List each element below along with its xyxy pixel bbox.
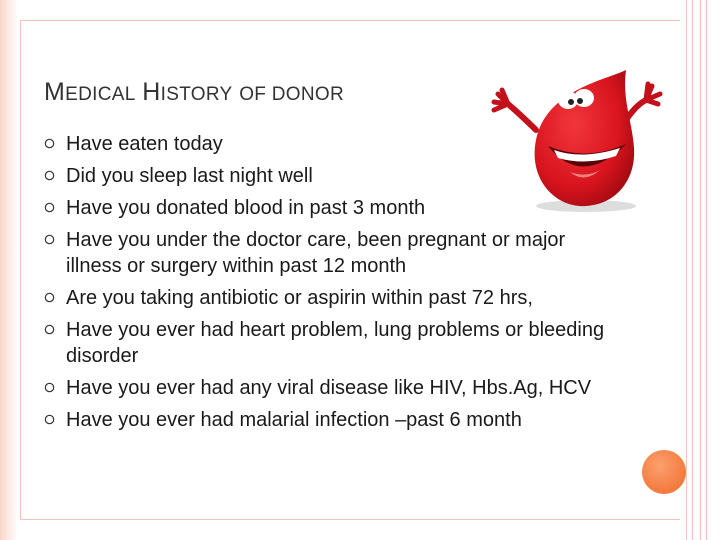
list-item-text: Have you donated blood in past 3 month — [66, 197, 426, 219]
list-item-text: Did you sleep last night well — [66, 165, 313, 187]
list-item — [44, 227, 624, 279]
ring-bullet-icon — [44, 382, 55, 393]
list-item — [44, 195, 624, 221]
list-item-text: Have you ever had heart problem, lung problems or bleeding disorder — [66, 319, 605, 367]
title-word: OF DONOR — [239, 84, 344, 105]
ring-bullet-icon — [44, 138, 55, 149]
list-item — [44, 285, 624, 311]
ring-bullet-icon — [44, 292, 55, 303]
list-item — [44, 317, 624, 369]
band-line — [700, 0, 701, 540]
list-item-text: Have eaten today — [66, 133, 223, 155]
list-item-text: Have you ever had malarial infection –past 6 month — [66, 409, 522, 431]
title-word: ISTORY — [160, 84, 233, 105]
ring-bullet-icon — [44, 324, 55, 335]
title-word: EDICAL — [65, 84, 136, 105]
list-item-text: Are you taking antibiotic or aspirin within past 72 hrs, — [66, 287, 533, 309]
band-line — [692, 0, 693, 540]
list-item — [44, 375, 624, 401]
list-item-text: Have you ever had any viral disease like HIV, Hbs.Ag, HCV — [66, 377, 592, 399]
title-letter: M — [44, 78, 66, 106]
list-item — [44, 163, 624, 189]
slide-title — [44, 78, 344, 107]
list-item — [44, 131, 624, 157]
right-band — [680, 0, 720, 540]
title-letter: H — [142, 78, 161, 106]
band-line — [686, 0, 687, 540]
list-item — [44, 407, 624, 433]
band-line — [706, 0, 707, 540]
ring-bullet-icon — [44, 414, 55, 425]
ring-bullet-icon — [44, 234, 55, 245]
ring-bullet-icon — [44, 202, 55, 213]
list-item-text: Have you under the doctor care, been pregnant or major illness or surgery within past 12 month — [66, 229, 566, 277]
left-border — [0, 0, 18, 540]
ring-bullet-icon — [44, 170, 55, 181]
orange-circle-decoration — [642, 450, 686, 494]
donor-question-list — [44, 131, 624, 439]
